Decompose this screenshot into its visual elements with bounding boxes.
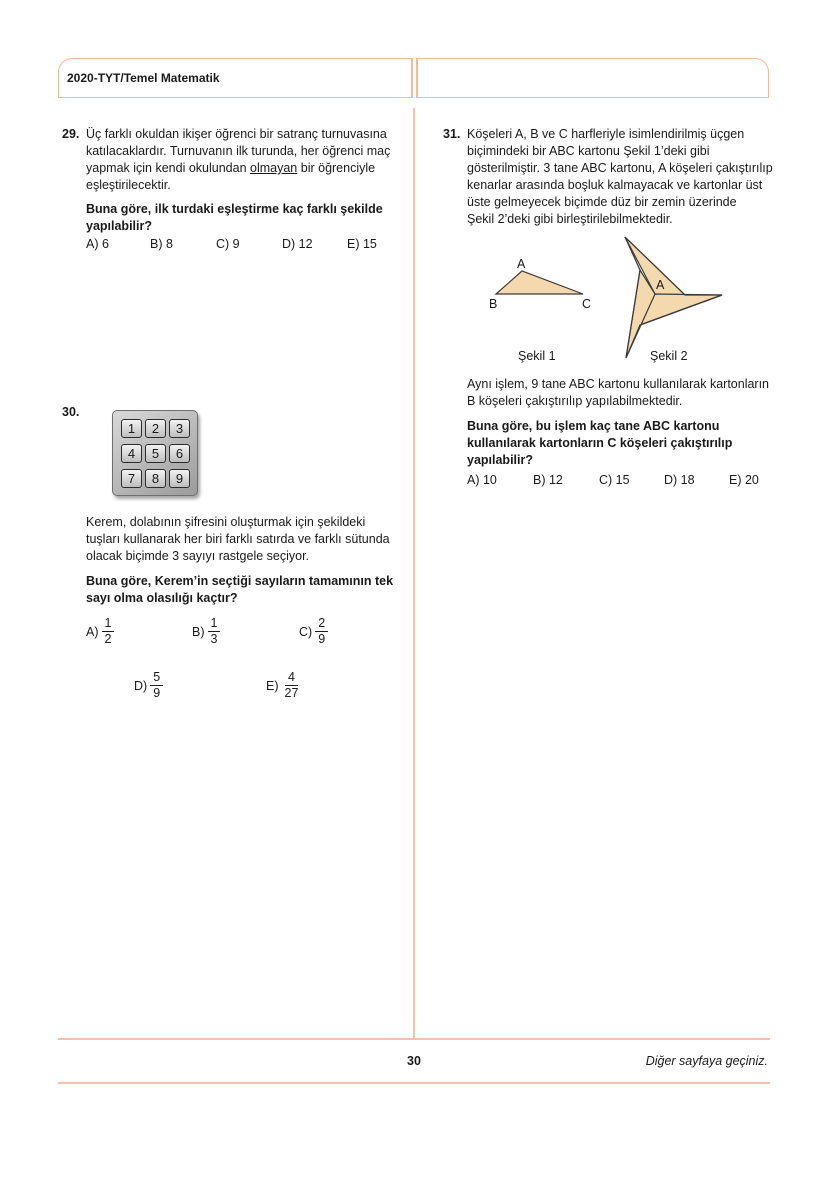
key-7: 7 <box>121 469 142 488</box>
key-1: 1 <box>121 419 142 438</box>
q31-choice-c[interactable]: C) 15 <box>599 473 630 487</box>
key-2: 2 <box>145 419 166 438</box>
q29-line-4: eşleştirilecektir. <box>86 178 171 192</box>
footer-line-top <box>58 1038 770 1040</box>
q29-question: Buna göre, ilk turdaki eşleştirme kaç farklı şekilde yapılabilir? <box>86 202 383 233</box>
fig1-caption: Şekil 1 <box>518 349 556 363</box>
key-5: 5 <box>145 444 166 463</box>
q30-choice-c[interactable]: C) $\frac{2}{9}$ <box>299 616 328 647</box>
key-6: 6 <box>169 444 190 463</box>
q29-line-3: yapmak için kendi okulundan olmayan bir öğrenciyle <box>86 161 376 175</box>
q29-line-1: Üç farklı okuldan ikişer öğrenci bir satranç turnuvasına <box>86 127 387 141</box>
q29-choice-e[interactable]: E) 15 <box>347 237 377 251</box>
key-4: 4 <box>121 444 142 463</box>
keypad-image <box>112 410 198 496</box>
q31-text: Köşeleri A, B ve C harfleriyle isimlendirilmiş üçgen biçimindeki bir ABC kartonu Şekil 1’deki gibi gösterilmiştir. 3 tane ABC kartonu, A köşeleri çakıştırılıp kenarlar arasında boşluk kalmayacak ve kartonlar üst üste gelmeyecek biçimde düz bir zemin üzerinde Şekil 2’deki gibi birleştirilebilmektedir. <box>467 127 773 226</box>
q30-text: Kerem, dolabının şifresini oluşturmak için şekildeki tuşları kullanarak her biri farklı satırda ve farklı sütunda olacak biçimde 3 sayıyı rastgele seçiyor. <box>86 515 390 563</box>
fig1-label-a: A <box>517 257 526 271</box>
q29-text <box>86 126 404 194</box>
q30-choice-a[interactable]: A) $\frac{1}{2}$ <box>86 616 114 647</box>
q30-choice-b[interactable]: B) $\frac{1}{3}$ <box>192 616 220 647</box>
q31-figures <box>480 230 740 365</box>
column-divider <box>413 108 415 1038</box>
q30-question: Buna göre, Kerem’in seçtiği sayıların tamamının tek sayı olma olasılığı kaçtır? <box>86 574 394 605</box>
q29-number: 29. <box>62 127 80 141</box>
fig2-caption: Şekil 2 <box>650 349 688 363</box>
key-3: 3 <box>169 419 190 438</box>
q31-choice-d[interactable]: D) 18 <box>664 473 695 487</box>
q31-choice-a[interactable]: A) 10 <box>467 473 497 487</box>
fig2-label-a: A <box>656 278 665 292</box>
header-right-box <box>416 58 769 98</box>
triangle-abc <box>496 271 583 294</box>
q29-line-2: katılacaklardır. Turnuvanın ilk turunda, her öğrenci maç <box>86 144 391 158</box>
q30-choice-d[interactable]: D) $\frac{5}{9}$ <box>134 670 163 701</box>
header-left-box <box>58 58 412 98</box>
fig1-label-b: B <box>489 297 498 311</box>
page-number: 30 <box>407 1054 421 1068</box>
q29-underlined-word: olmayan <box>250 161 298 175</box>
footer-line-bottom <box>58 1082 770 1084</box>
header-title: 2020-TYT/Temel Matematik <box>67 71 220 85</box>
q31-text2: Aynı işlem, 9 tane ABC kartonu kullanılarak kartonların B köşeleri çakıştırılıp yapılabilmektedir. <box>467 377 770 408</box>
header-divider-left <box>411 58 413 98</box>
q29-choice-d[interactable]: D) 12 <box>282 237 313 251</box>
next-page-note: Diğer sayfaya geçiniz. <box>645 1054 768 1068</box>
q30-number: 30. <box>62 405 80 419</box>
q29-choice-a[interactable]: A) 6 <box>86 237 109 251</box>
q30-choice-e[interactable]: E) $\frac{4}{27}$ <box>266 670 299 700</box>
q31-number: 31. <box>443 127 461 141</box>
q31-choice-b[interactable]: B) 12 <box>533 473 563 487</box>
q31-choice-e[interactable]: E) 20 <box>729 473 759 487</box>
fig1-label-c: C <box>582 297 592 311</box>
q29-choice-b[interactable]: B) 8 <box>150 237 173 251</box>
q31-question: Buna göre, bu işlem kaç tane ABC kartonu kullanılarak kartonların C köşeleri çakıştırılıp yapılabilir? <box>467 419 733 467</box>
key-9: 9 <box>169 469 190 488</box>
q29-choice-c[interactable]: C) 9 <box>216 237 240 251</box>
key-8: 8 <box>145 469 166 488</box>
